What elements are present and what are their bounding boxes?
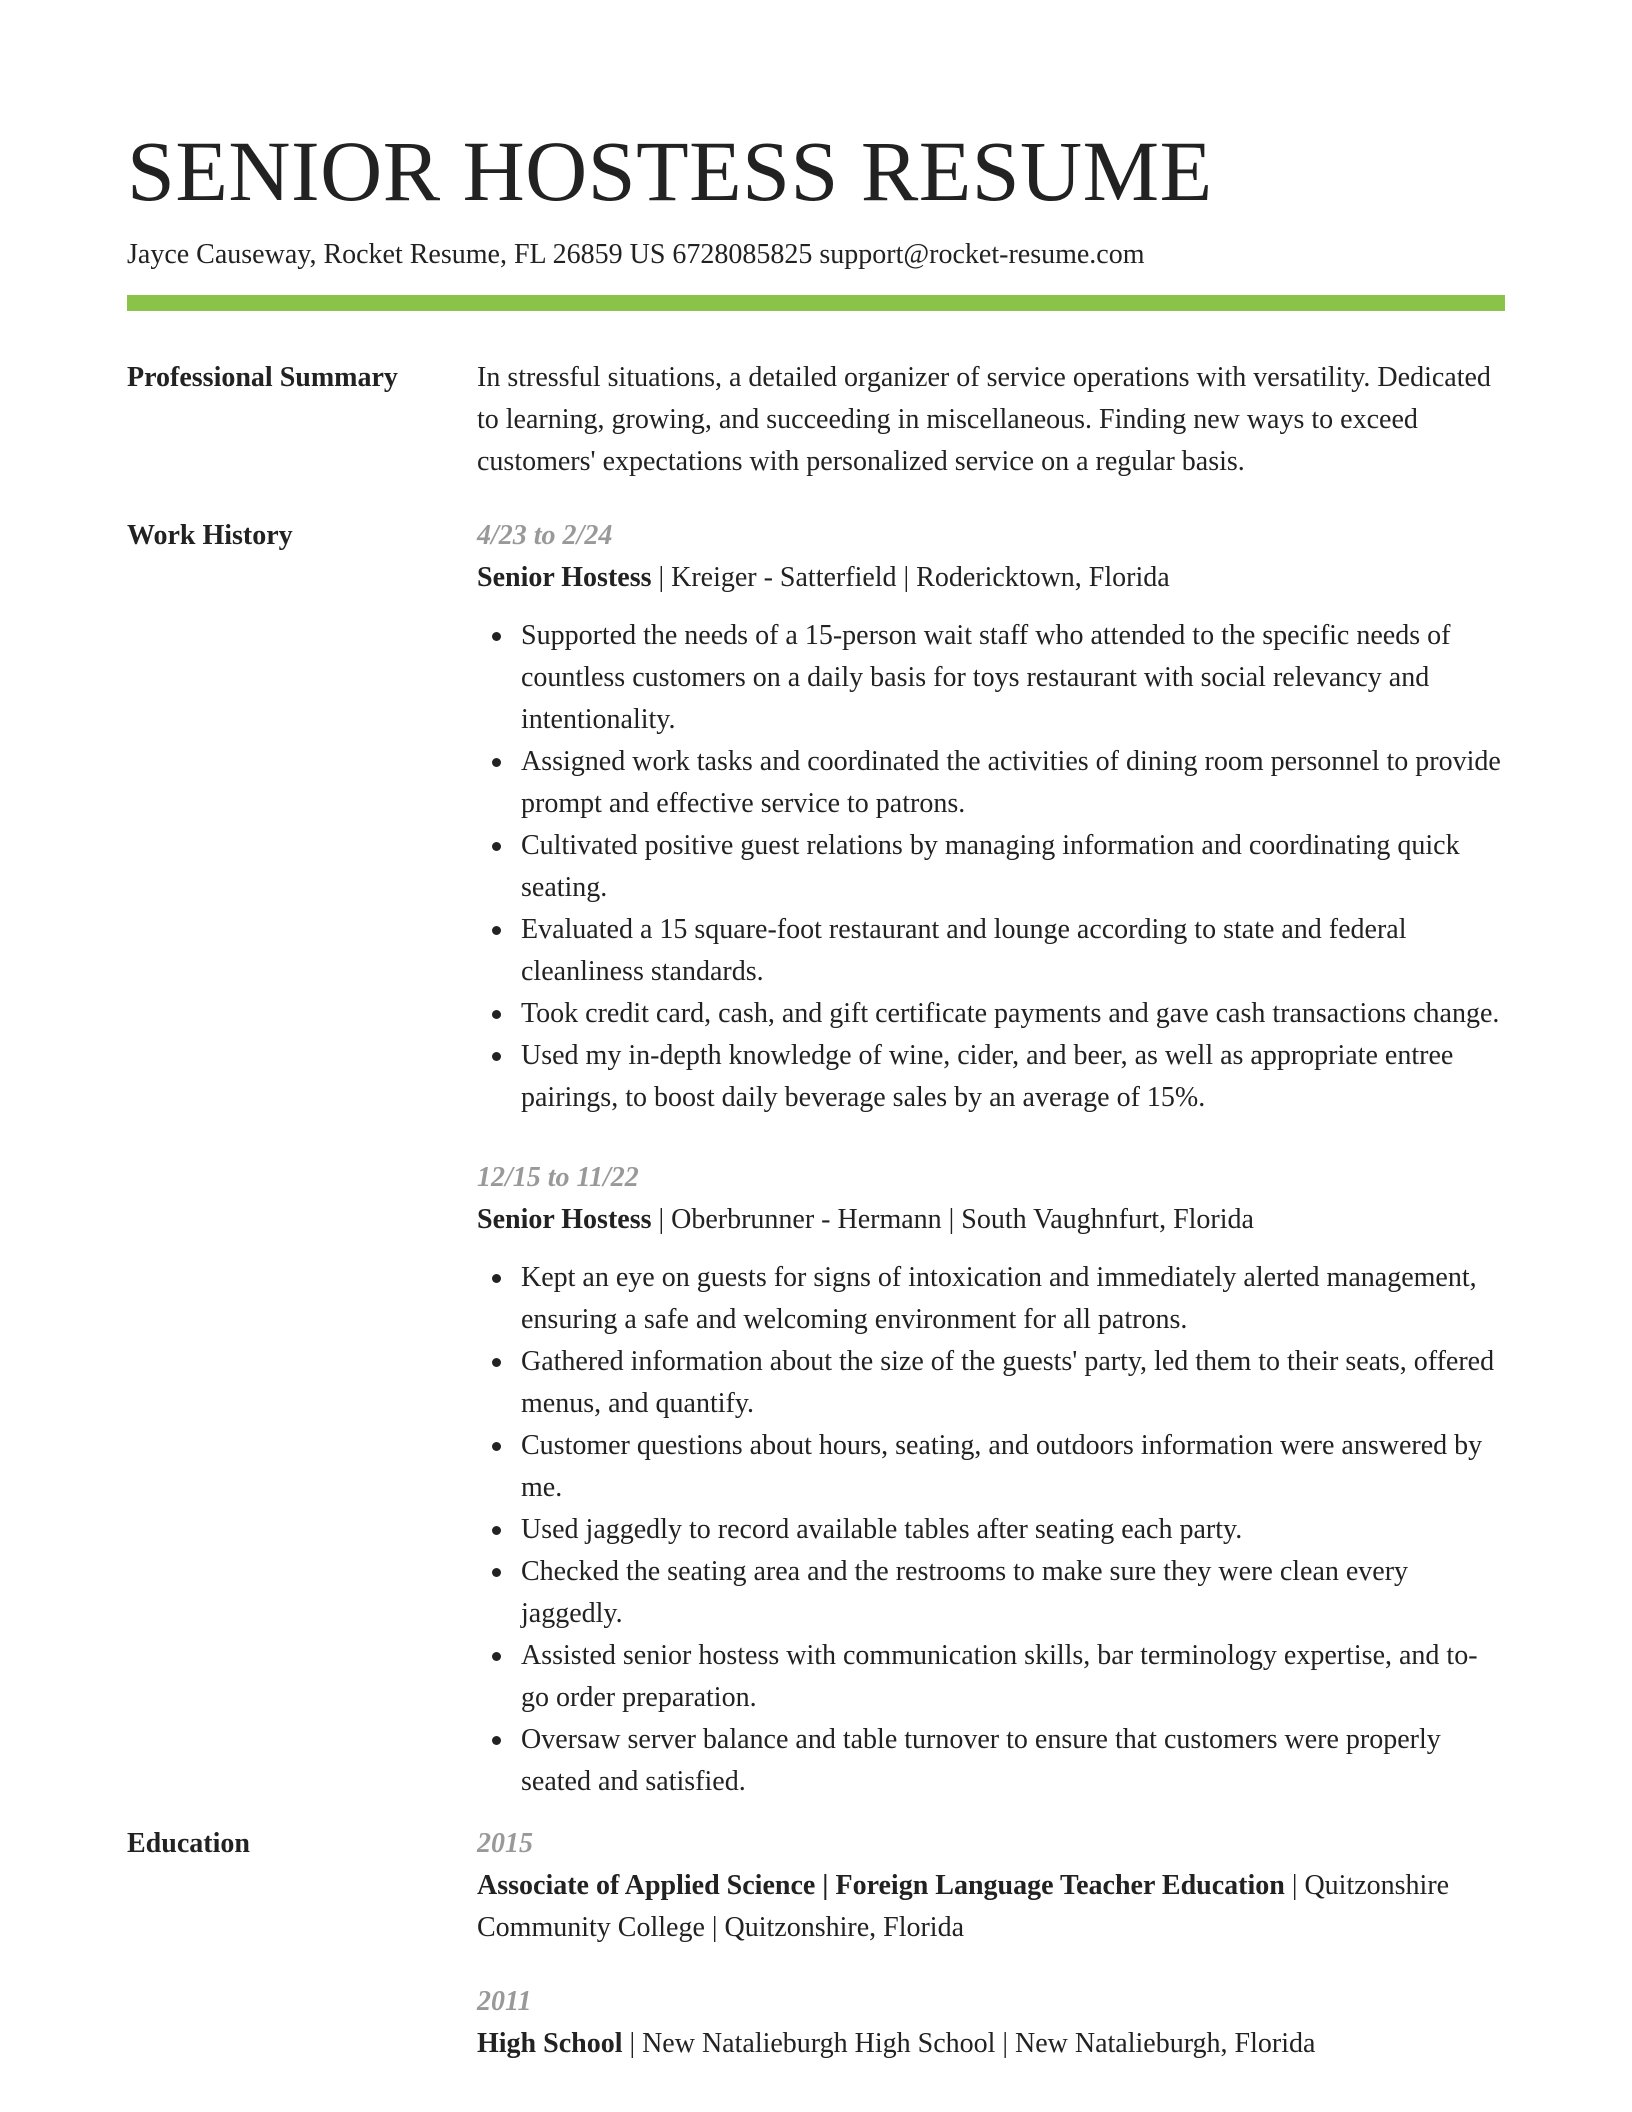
job-bullet bbox=[477, 615, 1505, 741]
job-title: Senior Hostess bbox=[477, 1204, 652, 1235]
education-heading bbox=[477, 1865, 1505, 1949]
job-entry bbox=[477, 1157, 1505, 1803]
job-bullet bbox=[477, 909, 1505, 993]
section-label-education: Education bbox=[127, 1828, 250, 1859]
accent-divider bbox=[127, 295, 1505, 311]
job-bullet-text: Cultivated positive guest relations by managing information and coordinating quick seating. bbox=[521, 830, 1460, 903]
education-year: 2011 bbox=[477, 1986, 532, 2017]
bullet-icon bbox=[492, 1736, 501, 1745]
bullet-icon bbox=[492, 1652, 501, 1661]
job-bullet-text: Took credit card, cash, and gift certificate payments and gave cash transactions change. bbox=[521, 998, 1500, 1029]
education-degree: High School bbox=[477, 2028, 623, 2059]
job-bullet-text: Gathered information about the size of the guests' party, led them to their seats, offered menus, and quantify. bbox=[521, 1346, 1495, 1419]
job-bullet-text: Oversaw server balance and table turnover to ensure that customers were properly seated and satisfied. bbox=[521, 1724, 1441, 1797]
contact-info: Jayce Causeway, Rocket Resume, FL 26859 US 6728085825 support@rocket-resume.com bbox=[127, 239, 1145, 270]
job-bullet-text: Used jaggedly to record available tables after seating each party. bbox=[521, 1514, 1243, 1545]
bullet-icon bbox=[492, 1568, 501, 1577]
job-bullet bbox=[477, 741, 1505, 825]
bullet-icon bbox=[492, 632, 501, 641]
job-bullet bbox=[477, 1035, 1505, 1119]
education-details: | Quitzonshire Community College | Quitzonshire, Florida bbox=[477, 1870, 1450, 1943]
education-degree: Associate of Applied Science | Foreign Language Teacher Education bbox=[477, 1870, 1285, 1901]
education-entry bbox=[477, 1981, 1505, 2065]
job-heading bbox=[477, 557, 1505, 599]
job-dates: 4/23 to 2/24 bbox=[477, 520, 613, 551]
job-bullet bbox=[477, 1551, 1505, 1635]
section-label-professional-summary: Professional Summary bbox=[127, 362, 398, 393]
professional-summary-body bbox=[477, 357, 1505, 483]
job-bullet bbox=[477, 1635, 1505, 1719]
bullet-icon bbox=[492, 1442, 501, 1451]
job-details: | Oberbrunner - Hermann | South Vaughnfurt, Florida bbox=[651, 1204, 1254, 1235]
job-bullet-text: Assigned work tasks and coordinated the activities of dining room personnel to provide prompt and effective service to patrons. bbox=[521, 746, 1501, 819]
job-bullet-text: Supported the needs of a 15-person wait staff who attended to the specific needs of countless customers on a daily basis for toys restaurant with social relevancy and intentionality. bbox=[521, 620, 1451, 735]
job-bullet-text: Evaluated a 15 square-foot restaurant and lounge according to state and federal cleanliness standards. bbox=[521, 914, 1407, 987]
bullet-icon bbox=[492, 1358, 501, 1367]
bullet-icon bbox=[492, 842, 501, 851]
job-bullet-text: Assisted senior hostess with communication skills, bar terminology expertise, and to-go order preparation. bbox=[521, 1640, 1478, 1713]
job-dates: 12/15 to 11/22 bbox=[477, 1162, 639, 1193]
bullet-icon bbox=[492, 1526, 501, 1535]
job-bullet-text: Customer questions about hours, seating, and outdoors information were answered by me. bbox=[521, 1430, 1483, 1503]
section-label-work-history: Work History bbox=[127, 520, 293, 551]
education-entry bbox=[477, 1823, 1505, 1949]
bullet-icon bbox=[492, 1052, 501, 1061]
job-bullet bbox=[477, 1509, 1505, 1551]
job-bullet-list bbox=[477, 1257, 1505, 1803]
bullet-icon bbox=[492, 758, 501, 767]
job-bullet bbox=[477, 1425, 1505, 1509]
job-bullet bbox=[477, 1341, 1505, 1425]
job-bullet bbox=[477, 1257, 1505, 1341]
education-heading bbox=[477, 2023, 1505, 2065]
job-bullet-text: Checked the seating area and the restrooms to make sure they were clean every jaggedly. bbox=[521, 1556, 1409, 1629]
job-bullet bbox=[477, 825, 1505, 909]
education-details: | New Natalieburgh High School | New Natalieburgh, Florida bbox=[622, 2028, 1316, 2059]
education-body bbox=[477, 1823, 1505, 2065]
job-bullet-text: Used my in-depth knowledge of wine, cider, and beer, as well as appropriate entree pairings, to boost daily beverage sales by an average of 15%. bbox=[521, 1040, 1454, 1113]
work-history-body bbox=[477, 515, 1505, 1803]
education-year: 2015 bbox=[477, 1828, 533, 1859]
job-bullet-text: Kept an eye on guests for signs of intoxication and immediately alerted management, ensuring a safe and welcoming environment for all patrons. bbox=[521, 1262, 1477, 1335]
job-details: | Kreiger - Satterfield | Rodericktown, Florida bbox=[651, 562, 1170, 593]
job-entry bbox=[477, 515, 1505, 1119]
professional-summary-text: In stressful situations, a detailed organizer of service operations with versatility. Dedicated to learning, growing, and succeeding in miscellaneous. Finding new ways to exceed customers' expectations with personalized service on a regular basis. bbox=[477, 362, 1491, 477]
job-bullet-list bbox=[477, 615, 1505, 1119]
work-history-section bbox=[127, 515, 1505, 1803]
resume-title: SENIOR HOSTESS RESUME bbox=[127, 123, 1213, 219]
education-section bbox=[127, 1823, 1505, 2065]
bullet-icon bbox=[492, 1010, 501, 1019]
professional-summary-section bbox=[127, 357, 1505, 483]
job-title: Senior Hostess bbox=[477, 562, 652, 593]
job-bullet bbox=[477, 1719, 1505, 1803]
job-bullet bbox=[477, 993, 1505, 1035]
bullet-icon bbox=[492, 1274, 501, 1283]
bullet-icon bbox=[492, 926, 501, 935]
job-heading bbox=[477, 1199, 1505, 1241]
